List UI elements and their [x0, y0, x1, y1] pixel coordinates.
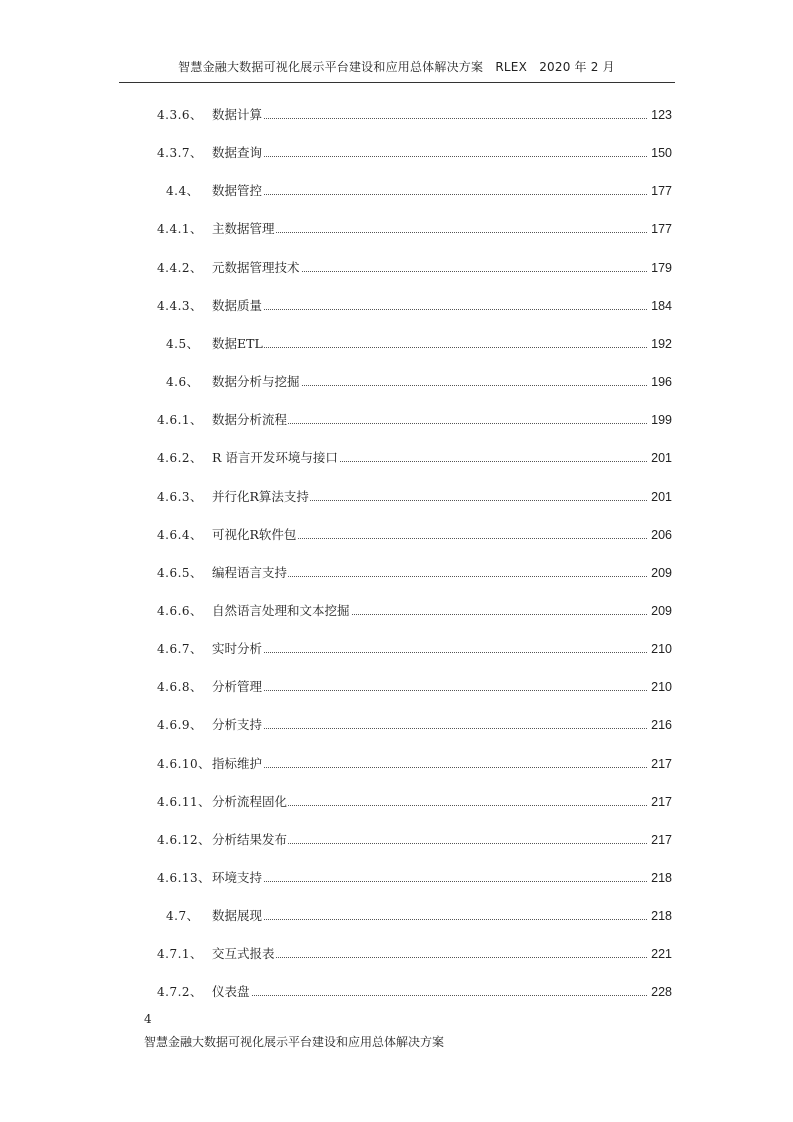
toc-entry-number: 4.6.7、 [157, 642, 203, 656]
toc-entry[interactable] [0, 716, 793, 734]
toc-entry[interactable] [0, 335, 793, 353]
toc-entry[interactable] [0, 144, 793, 162]
toc-entry-number: 4.6.11、 [157, 795, 211, 809]
toc-entry-page: 217 [651, 833, 672, 847]
toc-dot-leader [212, 728, 647, 729]
toc-entry[interactable] [0, 220, 793, 238]
toc-entry-page: 196 [651, 375, 672, 389]
page-header: 智慧金融大数据可视化展示平台建设和应用总体解决方案 RLEX 2020 年 2 月 [178, 60, 615, 74]
toc-entry-page: 192 [651, 337, 672, 351]
toc-entry-number: 4.6.1、 [157, 413, 203, 427]
toc-dot-leader [212, 767, 647, 768]
toc-entry-title: 数据分析流程 [212, 412, 288, 427]
toc-entry-number: 4.7.1、 [157, 947, 203, 961]
toc-dot-leader [212, 995, 647, 996]
toc-entry-number: 4.5、 [166, 337, 200, 351]
toc-entry-number: 4.6.3、 [157, 490, 203, 504]
toc-entry[interactable] [0, 564, 793, 582]
toc-entry-title: 编程语言支持 [212, 565, 288, 580]
toc-entry[interactable] [0, 640, 793, 658]
toc-entry[interactable] [0, 755, 793, 773]
toc-entry-title: 数据ETL [212, 336, 263, 351]
toc-entry-title: 自然语言处理和文本挖掘 [212, 603, 350, 618]
toc-entry[interactable] [0, 297, 793, 315]
toc-entry-page: 199 [651, 413, 672, 427]
toc-dot-leader [212, 919, 647, 920]
toc-dot-leader [212, 881, 647, 882]
toc-entry-title: 数据展现 [212, 908, 263, 923]
toc-entry-number: 4.4.1、 [157, 222, 203, 236]
toc-entry-title: 数据查询 [212, 145, 263, 160]
toc-entry-page: 201 [651, 451, 672, 465]
toc-entry-number: 4.6.6、 [157, 604, 203, 618]
toc-entry-title: 指标维护 [212, 756, 263, 771]
toc-entry[interactable] [0, 373, 793, 391]
toc-entry-title: 并行化R算法支持 [212, 489, 309, 504]
toc-entry-number: 4.6.9、 [157, 718, 203, 732]
toc-entry-page: 177 [651, 222, 672, 236]
toc-entry-page: 177 [651, 184, 672, 198]
toc-entry[interactable] [0, 411, 793, 429]
toc-entry[interactable] [0, 106, 793, 124]
toc-entry-page: 221 [651, 947, 672, 961]
toc-entry-page: 216 [651, 718, 672, 732]
toc-dot-leader [212, 347, 647, 348]
toc-entry-number: 4.6.4、 [157, 528, 203, 542]
toc-entry-page: 209 [651, 566, 672, 580]
toc-entry[interactable] [0, 526, 793, 544]
toc-entry[interactable] [0, 793, 793, 811]
toc-dot-leader [212, 194, 647, 195]
toc-entry-page: 218 [651, 871, 672, 885]
toc-entry-page: 217 [651, 757, 672, 771]
toc-entry[interactable] [0, 449, 793, 467]
toc-entry-page: 123 [651, 108, 672, 122]
toc-entry-page: 206 [651, 528, 672, 542]
toc-dot-leader [212, 690, 647, 691]
toc-entry-title: 可视化R软件包 [212, 527, 297, 542]
toc-entry-page: 201 [651, 490, 672, 504]
toc-entry-page: 210 [651, 680, 672, 694]
toc-entry-number: 4.3.6、 [157, 108, 203, 122]
toc-entry-page: 228 [651, 985, 672, 999]
toc-entry[interactable] [0, 678, 793, 696]
page-number: 4 [144, 1012, 152, 1026]
header-divider [119, 82, 675, 83]
toc-entry-title: 实时分析 [212, 641, 263, 656]
toc-entry-number: 4.6.10、 [157, 757, 211, 771]
toc-entry-title: 分析支持 [212, 717, 263, 732]
toc-entry-page: 217 [651, 795, 672, 809]
toc-entry-page: 179 [651, 261, 672, 275]
toc-entry[interactable] [0, 488, 793, 506]
toc-entry-title: R 语言开发环境与接口 [212, 450, 338, 465]
toc-entry-number: 4.4.2、 [157, 261, 203, 275]
toc-entry-number: 4.3.7、 [157, 146, 203, 160]
toc-entry[interactable] [0, 182, 793, 200]
toc-entry-page: 150 [651, 146, 672, 160]
toc-entry-number: 4.4、 [166, 184, 200, 198]
toc-dot-leader [212, 309, 647, 310]
toc-entry[interactable] [0, 602, 793, 620]
toc-entry-title: 环境支持 [212, 870, 263, 885]
toc-entry-number: 4.6.5、 [157, 566, 203, 580]
toc-dot-leader [212, 957, 647, 958]
toc-entry-title: 数据管控 [212, 183, 263, 198]
toc-entry[interactable] [0, 831, 793, 849]
toc-entry-title: 分析流程固化 [212, 794, 288, 809]
toc-entry-number: 4.6.13、 [157, 871, 211, 885]
toc-entry-title: 主数据管理 [212, 221, 275, 236]
toc-entry-title: 数据分析与挖掘 [212, 374, 300, 389]
toc-dot-leader [212, 118, 647, 119]
toc-entry[interactable] [0, 907, 793, 925]
toc-entry[interactable] [0, 945, 793, 963]
toc-dot-leader [212, 232, 647, 233]
toc-entry-title: 分析结果发布 [212, 832, 288, 847]
toc-dot-leader [212, 156, 647, 157]
toc-entry-number: 4.7、 [166, 909, 200, 923]
toc-entry-page: 210 [651, 642, 672, 656]
toc-entry-number: 4.6.12、 [157, 833, 211, 847]
toc-entry-page: 218 [651, 909, 672, 923]
toc-entry[interactable] [0, 869, 793, 887]
toc-entry-title: 交互式报表 [212, 946, 275, 961]
toc-entry-title: 仪表盘 [212, 984, 250, 999]
toc-entry-number: 4.4.3、 [157, 299, 203, 313]
toc-entry-title: 数据质量 [212, 298, 263, 313]
toc-entry[interactable] [0, 259, 793, 277]
toc-entry-number: 4.6.2、 [157, 451, 203, 465]
toc-entry-number: 4.6.8、 [157, 680, 203, 694]
page-footer: 智慧金融大数据可视化展示平台建设和应用总体解决方案 [144, 1035, 445, 1049]
toc-entry-title: 分析管理 [212, 679, 263, 694]
toc-dot-leader [212, 652, 647, 653]
toc-entry-number: 4.6、 [166, 375, 200, 389]
toc-entry-title: 数据计算 [212, 107, 263, 122]
toc-entry[interactable] [0, 983, 793, 1001]
toc-entry-number: 4.7.2、 [157, 985, 203, 999]
toc-entry-title: 元数据管理技术 [212, 260, 300, 275]
toc-entry-page: 184 [651, 299, 672, 313]
toc-entry-page: 209 [651, 604, 672, 618]
